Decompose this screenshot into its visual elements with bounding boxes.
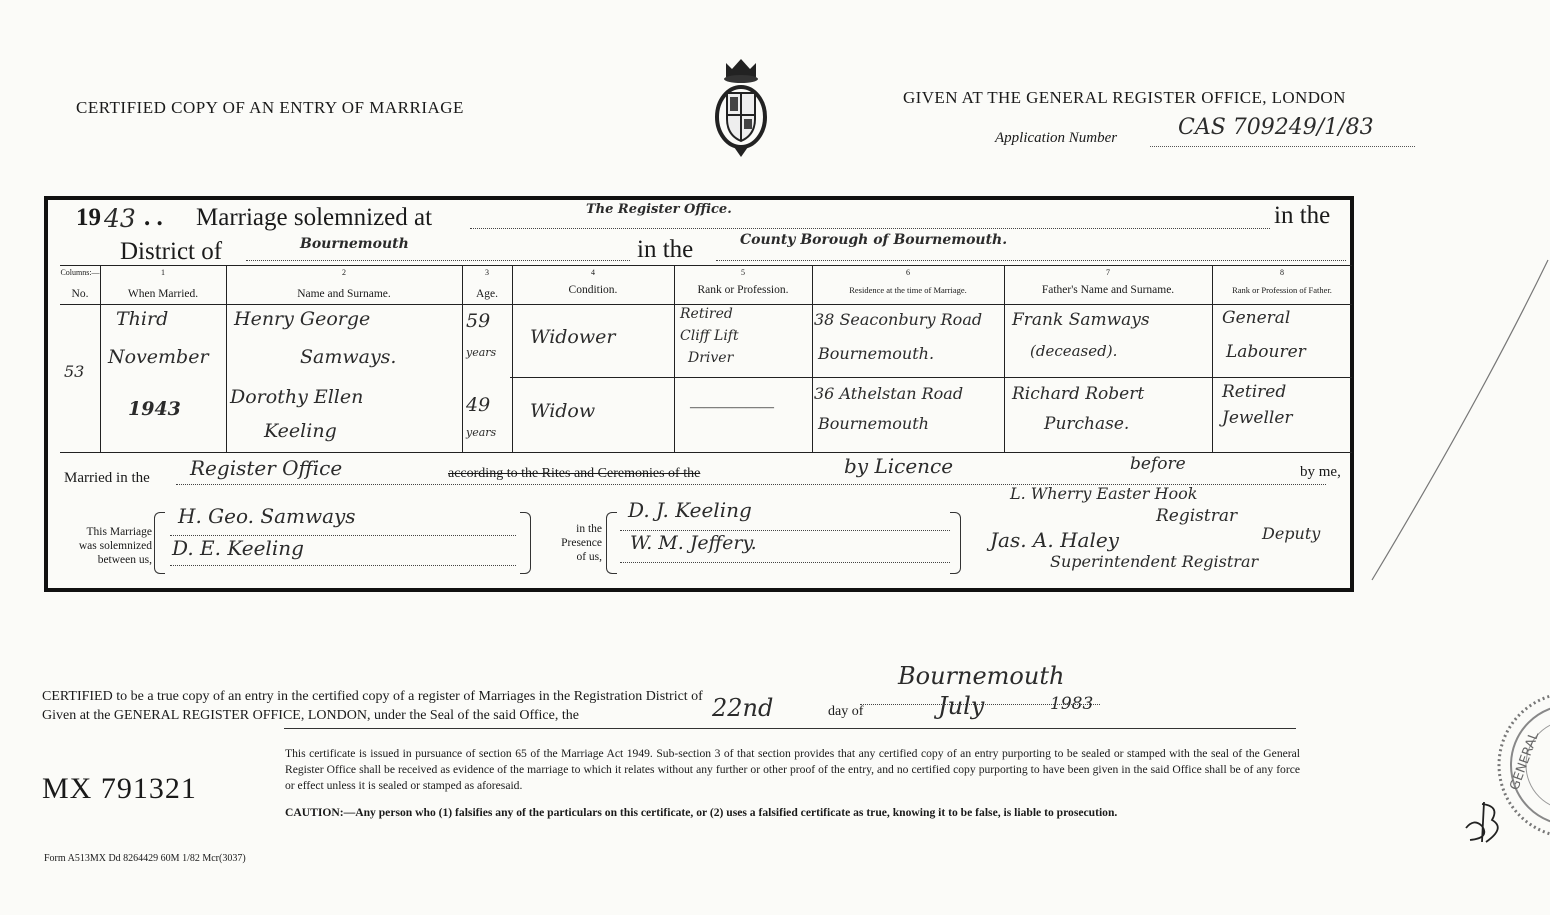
groom-residence-2: Bournemouth.	[818, 344, 935, 363]
witness-1-rule	[620, 530, 950, 531]
col-5-num: 5	[741, 268, 745, 277]
col-2-num: 2	[342, 268, 346, 277]
col-7-num: 7	[1106, 268, 1110, 277]
presence-label-1: in the	[576, 523, 602, 535]
witness-2-rule	[620, 562, 950, 563]
between-label-1: This Marriage	[86, 526, 152, 538]
col-8-num: 8	[1280, 268, 1284, 277]
royal-coat-of-arms-icon	[712, 55, 770, 160]
district-label: District of	[120, 238, 223, 265]
col-4-num: 4	[591, 268, 595, 277]
cert-month: July	[938, 692, 985, 720]
between-brace-left	[154, 512, 165, 574]
presence-brace-right	[950, 512, 961, 574]
rows-bottom-rule	[60, 452, 1352, 453]
paper-fold-line	[1360, 240, 1550, 590]
cert-year: 1983	[1050, 694, 1094, 714]
district-value: Bournemouth	[300, 236, 409, 252]
certificate-serial: MX 791321	[42, 772, 197, 805]
bride-father-2: Purchase.	[1044, 414, 1130, 434]
presence-brace-left	[606, 512, 617, 574]
when-married-month: November	[108, 346, 209, 368]
between-label	[60, 525, 152, 567]
party-2-rule	[170, 565, 516, 566]
cert-date-rule	[284, 728, 1296, 729]
before-text: before	[1130, 454, 1186, 474]
given-statement: Given at the GENERAL REGISTER OFFICE, LONDON, under the Seal of the said Office, the	[42, 708, 579, 723]
superintendent-title-1: Deputy	[1262, 524, 1321, 543]
bride-name: Dorothy Ellen	[230, 386, 364, 408]
seal-text: GENERAL	[1507, 729, 1543, 793]
bride-age-unit: years	[466, 426, 497, 439]
witness-2-signature: W. M. Jeffery.	[630, 532, 757, 554]
county-value: County Borough of Bournemouth.	[740, 232, 1008, 248]
place-rule	[470, 228, 1270, 229]
bride-condition: Widow	[530, 400, 596, 422]
col-header-age: Age.	[475, 288, 499, 300]
cert-district: Bournemouth	[898, 662, 1065, 690]
registrar-signature: L. Wherry Easter Hook	[1010, 484, 1198, 503]
rites-text: according to the Rites and Ceremonies of the	[448, 466, 701, 481]
entry-year-hand: 43	[104, 204, 136, 233]
married-in-value: Register Office	[190, 456, 343, 480]
presence-label-3: of us,	[576, 551, 602, 563]
entry-number: 53	[64, 362, 85, 381]
groom-father-profession-1: General	[1222, 308, 1291, 328]
groom-age: 59	[466, 310, 491, 332]
groom-father-1: Frank Samways	[1012, 310, 1150, 330]
by-licence: by Licence	[844, 454, 954, 478]
issuing-office: GIVEN AT THE GENERAL REGISTER OFFICE, LONDON	[903, 88, 1346, 107]
row-divider-right	[510, 377, 1352, 378]
caution-notice: CAUTION:—Any person who (1) falsifies any of the particulars on this certificate, or (2) uses a falsified certificate as true, knowing it to be false, is liable to prosecution.	[285, 806, 1118, 819]
bride-residence-1: 36 Athelstan Road	[814, 384, 964, 403]
bride-age: 49	[466, 394, 491, 416]
groom-condition: Widower	[530, 326, 616, 348]
form-reference: Form A513MX Dd 8264429 60M 1/82 Mcr(3037)	[44, 853, 246, 864]
district-rule	[246, 260, 630, 261]
married-in-label: Married in the	[64, 470, 150, 486]
application-number-value: CAS 709249/1/83	[1178, 115, 1374, 140]
entry-year-tail: . .	[144, 204, 163, 231]
bride-profession: ——————	[690, 400, 774, 415]
col-3-num: 3	[485, 268, 489, 277]
cert-day-of: day of	[828, 704, 864, 719]
when-married-year: 1943	[128, 398, 181, 420]
groom-age-unit: years	[466, 346, 497, 359]
legal-notice: This certificate is issued in pursuance of section 65 of the Marriage Act 1949. Sub-section 3 of that section provides that any certified copy of an entry purporting to be sealed or stamped with the seal of the General Register Office shall be received as evidence of the marriage to which it relates without any further or other proof of the entry, and no certified copy purporting to have been given in the said Office shall be of any force or effect unless it is sealed or stamped as aforesaid.	[285, 747, 1300, 792]
superintendent-title-2: Superintendent Registrar	[1050, 552, 1259, 571]
groom-profession-3: Driver	[688, 350, 734, 366]
bride-residence-2: Bournemouth	[818, 414, 929, 433]
application-number-label: Application Number	[995, 130, 1118, 146]
bride-father-profession-2: Jeweller	[1222, 408, 1293, 428]
handwritten-initial-icon	[1462, 798, 1512, 848]
col-header-condition: Condition.	[568, 284, 618, 296]
between-label-2: was solemnized	[78, 540, 152, 552]
party-1-signature: H. Geo. Samways	[178, 504, 356, 528]
col-header-name: Name and Surname.	[297, 288, 391, 300]
between-brace-right	[520, 512, 531, 574]
bride-surname: Keeling	[264, 420, 337, 442]
groom-surname: Samways.	[300, 346, 397, 368]
groom-father-2: (deceased).	[1030, 342, 1118, 360]
bride-father-1: Richard Robert	[1012, 384, 1145, 404]
header-bottom-rule	[60, 304, 1352, 305]
col-header-residence: Residence at the time of Marriage.	[849, 285, 967, 295]
when-married-day: Third	[116, 308, 169, 330]
marriage-place: The Register Office.	[586, 202, 732, 217]
by-me-label: by me,	[1300, 464, 1341, 480]
col-header-when: When Married.	[127, 288, 199, 300]
groom-father-profession-2: Labourer	[1226, 342, 1306, 362]
entry-year-prefix: 19	[76, 204, 101, 231]
superintendent-signature: Jas. A. Haley	[990, 528, 1119, 552]
document-title: CERTIFIED COPY OF AN ENTRY OF MARRIAGE	[76, 98, 464, 117]
application-number-rule	[1150, 146, 1415, 147]
groom-profession-1: Retired	[680, 306, 733, 322]
header-top-rule	[60, 265, 1352, 266]
witness-1-signature: D. J. Keeling	[628, 498, 752, 522]
registrar-title: Registrar	[1156, 506, 1238, 526]
col-6-num: 6	[906, 268, 910, 277]
col-header-profession: Rank or Profession.	[697, 284, 789, 296]
columns-label: Columns:—	[60, 268, 100, 277]
col-header-father: Father's Name and Surname.	[1041, 284, 1175, 296]
party-2-signature: D. E. Keeling	[172, 536, 304, 560]
county-rule	[716, 260, 1346, 261]
groom-profession-2: Cliff Lift	[680, 328, 739, 344]
between-label-3: between us,	[97, 554, 152, 566]
cert-day: 22nd	[712, 694, 774, 722]
bride-father-profession-1: Retired	[1222, 382, 1287, 402]
col-1-num: 1	[161, 268, 165, 277]
presence-label	[540, 522, 602, 564]
in-the-label-2: in the	[637, 236, 694, 263]
certified-statement: CERTIFIED to be a true copy of an entry in the certified copy of a register of Marriages in the Registration District of	[42, 689, 703, 704]
solemnized-label: Marriage solemnized at	[196, 204, 433, 231]
groom-residence-1: 38 Seaconbury Road	[814, 310, 983, 329]
in-the-label: in the	[1274, 202, 1331, 229]
groom-name: Henry George	[234, 308, 371, 330]
col-header-father-profession: Rank or Profession of Father.	[1232, 285, 1332, 295]
presence-label-2: Presence	[561, 537, 602, 549]
col-header-no: No.	[71, 288, 89, 300]
